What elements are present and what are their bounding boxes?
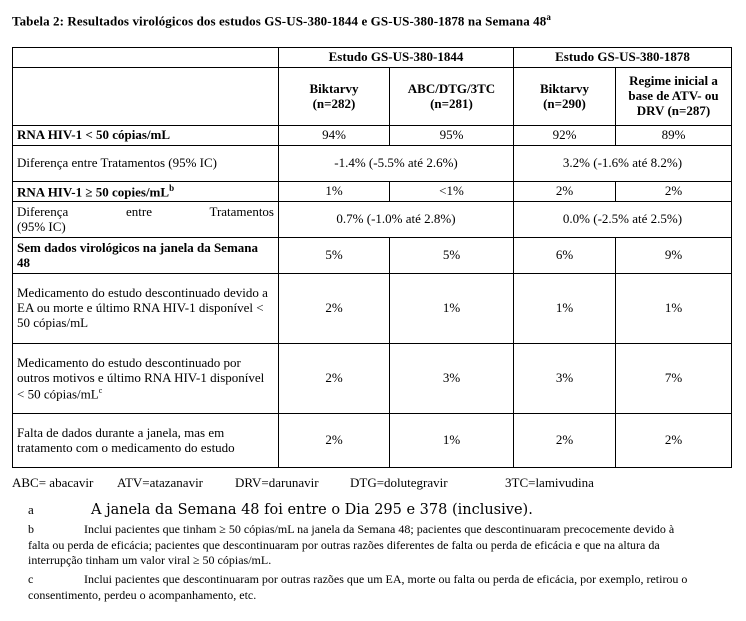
table-cell: 6% <box>514 238 616 274</box>
footnote-mark: b <box>169 183 175 193</box>
table-row <box>13 238 732 274</box>
arm-header: Biktarvy (n=282) <box>279 68 390 126</box>
abbreviation: DRV=darunavir <box>235 475 319 490</box>
table-cell: 2% <box>514 414 616 468</box>
header-row-arms <box>13 68 732 126</box>
footnote-a <box>28 501 688 520</box>
table-row <box>13 146 732 182</box>
header-empty-cell <box>13 48 279 68</box>
table-cell: 1% <box>279 182 390 202</box>
table-row <box>13 344 732 414</box>
header-row-studies <box>13 48 732 68</box>
arm-header: ABC/DTG/3TC (n=281) <box>390 68 514 126</box>
virologic-results-table <box>12 47 732 468</box>
abbreviation: 3TC=lamivudina <box>505 475 594 490</box>
table-cell: 2% <box>279 274 390 344</box>
table-cell: 5% <box>279 238 390 274</box>
table-cell: 2% <box>279 344 390 414</box>
table-row <box>13 126 732 146</box>
arm-header: Biktarvy (n=290) <box>514 68 616 126</box>
row-label: Diferença entre Tratamentos (95% IC) <box>13 202 279 238</box>
abbreviation: ABC= abacavir <box>12 475 94 490</box>
table-row <box>13 202 732 238</box>
table-cell: 3% <box>514 344 616 414</box>
table-cell: 7% <box>616 344 732 414</box>
study-1844-header: Estudo GS-US-380-1844 <box>279 48 514 68</box>
footnote-b <box>28 522 688 569</box>
footnote-mark: c <box>98 385 103 395</box>
footnote-c <box>28 572 688 603</box>
table-cell: 89% <box>616 126 732 146</box>
footnote-text: Inclui pacientes que descontinuaram por outras razões que um EA, morte ou falta ou perda de eficácia, por exemplo, retirou o consentimento, perdeu o acompanhamento, etc. <box>28 572 688 602</box>
table-cell: 2% <box>514 182 616 202</box>
table-cell: 1% <box>514 274 616 344</box>
table-cell: 1% <box>390 274 514 344</box>
table-cell: 94% <box>279 126 390 146</box>
table-row <box>13 274 732 344</box>
table-title-footnote-mark: a <box>546 12 551 22</box>
row-label: Medicamento do estudo descontinuado por outros motivos e último RNA HIV-1 disponível < 50 cópias/$mL^c$ <box>13 344 279 414</box>
treatment-difference-cell: 0.0% (-2.5% até 2.5%) <box>514 202 732 238</box>
table-cell: 2% <box>279 414 390 468</box>
row-label: Sem dados virológicos na janela da Semana 48 <box>13 238 279 274</box>
table-title <box>12 12 551 29</box>
footnote-mark: c <box>28 572 34 586</box>
row-label: Medicamento do estudo descontinuado devido a EA ou morte e último RNA HIV-1 disponível < 50 cópias/mL <box>13 274 279 344</box>
table-title-text: Tabela 2: Resultados virológicos dos estudos GS-US-380-1844 e GS-US-380-1878 na Semana 48 <box>12 13 547 29</box>
row-label: Falta de dados durante a janela, mas em tratamento com o medicamento do estudo <box>13 414 279 468</box>
table-cell: 3% <box>390 344 514 414</box>
row-label: RNA HIV-1 ≥ 50 copies/$mL^b$ <box>13 182 279 202</box>
table-cell: 1% <box>616 274 732 344</box>
abbreviation: ATV=atazanavir <box>117 475 204 490</box>
treatment-difference-cell: 3.2% (-1.6% até 8.2%) <box>514 146 732 182</box>
table-row <box>13 414 732 468</box>
footnote-text: A janela da Semana 48 foi entre o Dia 295 e 378 (inclusive). <box>91 502 533 518</box>
treatment-difference-cell: 0.7% (-1.0% até 2.8%) <box>279 202 514 238</box>
table-cell: 2% <box>616 414 732 468</box>
abbreviation: DTG=dolutegravir <box>350 475 448 490</box>
footnote-text: Inclui pacientes que tinham ≥ 50 cópias/mL na janela da Semana 48; pacientes que descontinuaram precocemente devido à falta ou perda de eficácia; pacientes que descontinuaram por outras razões diferentes de falta ou perda de eficácia e que na altura da interrupção tinham um valor viral ≥ 50 cópias/mL. <box>28 522 675 568</box>
table-cell: 1% <box>390 414 514 468</box>
footnote-mark: a <box>28 502 34 517</box>
table-cell: 95% <box>390 126 514 146</box>
table-row <box>13 182 732 202</box>
row-label: RNA HIV-1 < 50 cópias/mL <box>13 126 279 146</box>
row-label: Diferença entre Tratamentos (95% IC) <box>13 146 279 182</box>
arm-header: Regime inicial a base de ATV- ou DRV (n=287) <box>616 68 732 126</box>
table-cell: <1% <box>390 182 514 202</box>
table-cell: 2% <box>616 182 732 202</box>
table-cell: 5% <box>390 238 514 274</box>
treatment-difference-cell: -1.4% (-5.5% até 2.6%) <box>279 146 514 182</box>
header-empty-cell <box>13 68 279 126</box>
footnote-mark: b <box>28 522 34 536</box>
study-1878-header: Estudo GS-US-380-1878 <box>514 48 732 68</box>
table-cell: 9% <box>616 238 732 274</box>
table-cell: 92% <box>514 126 616 146</box>
